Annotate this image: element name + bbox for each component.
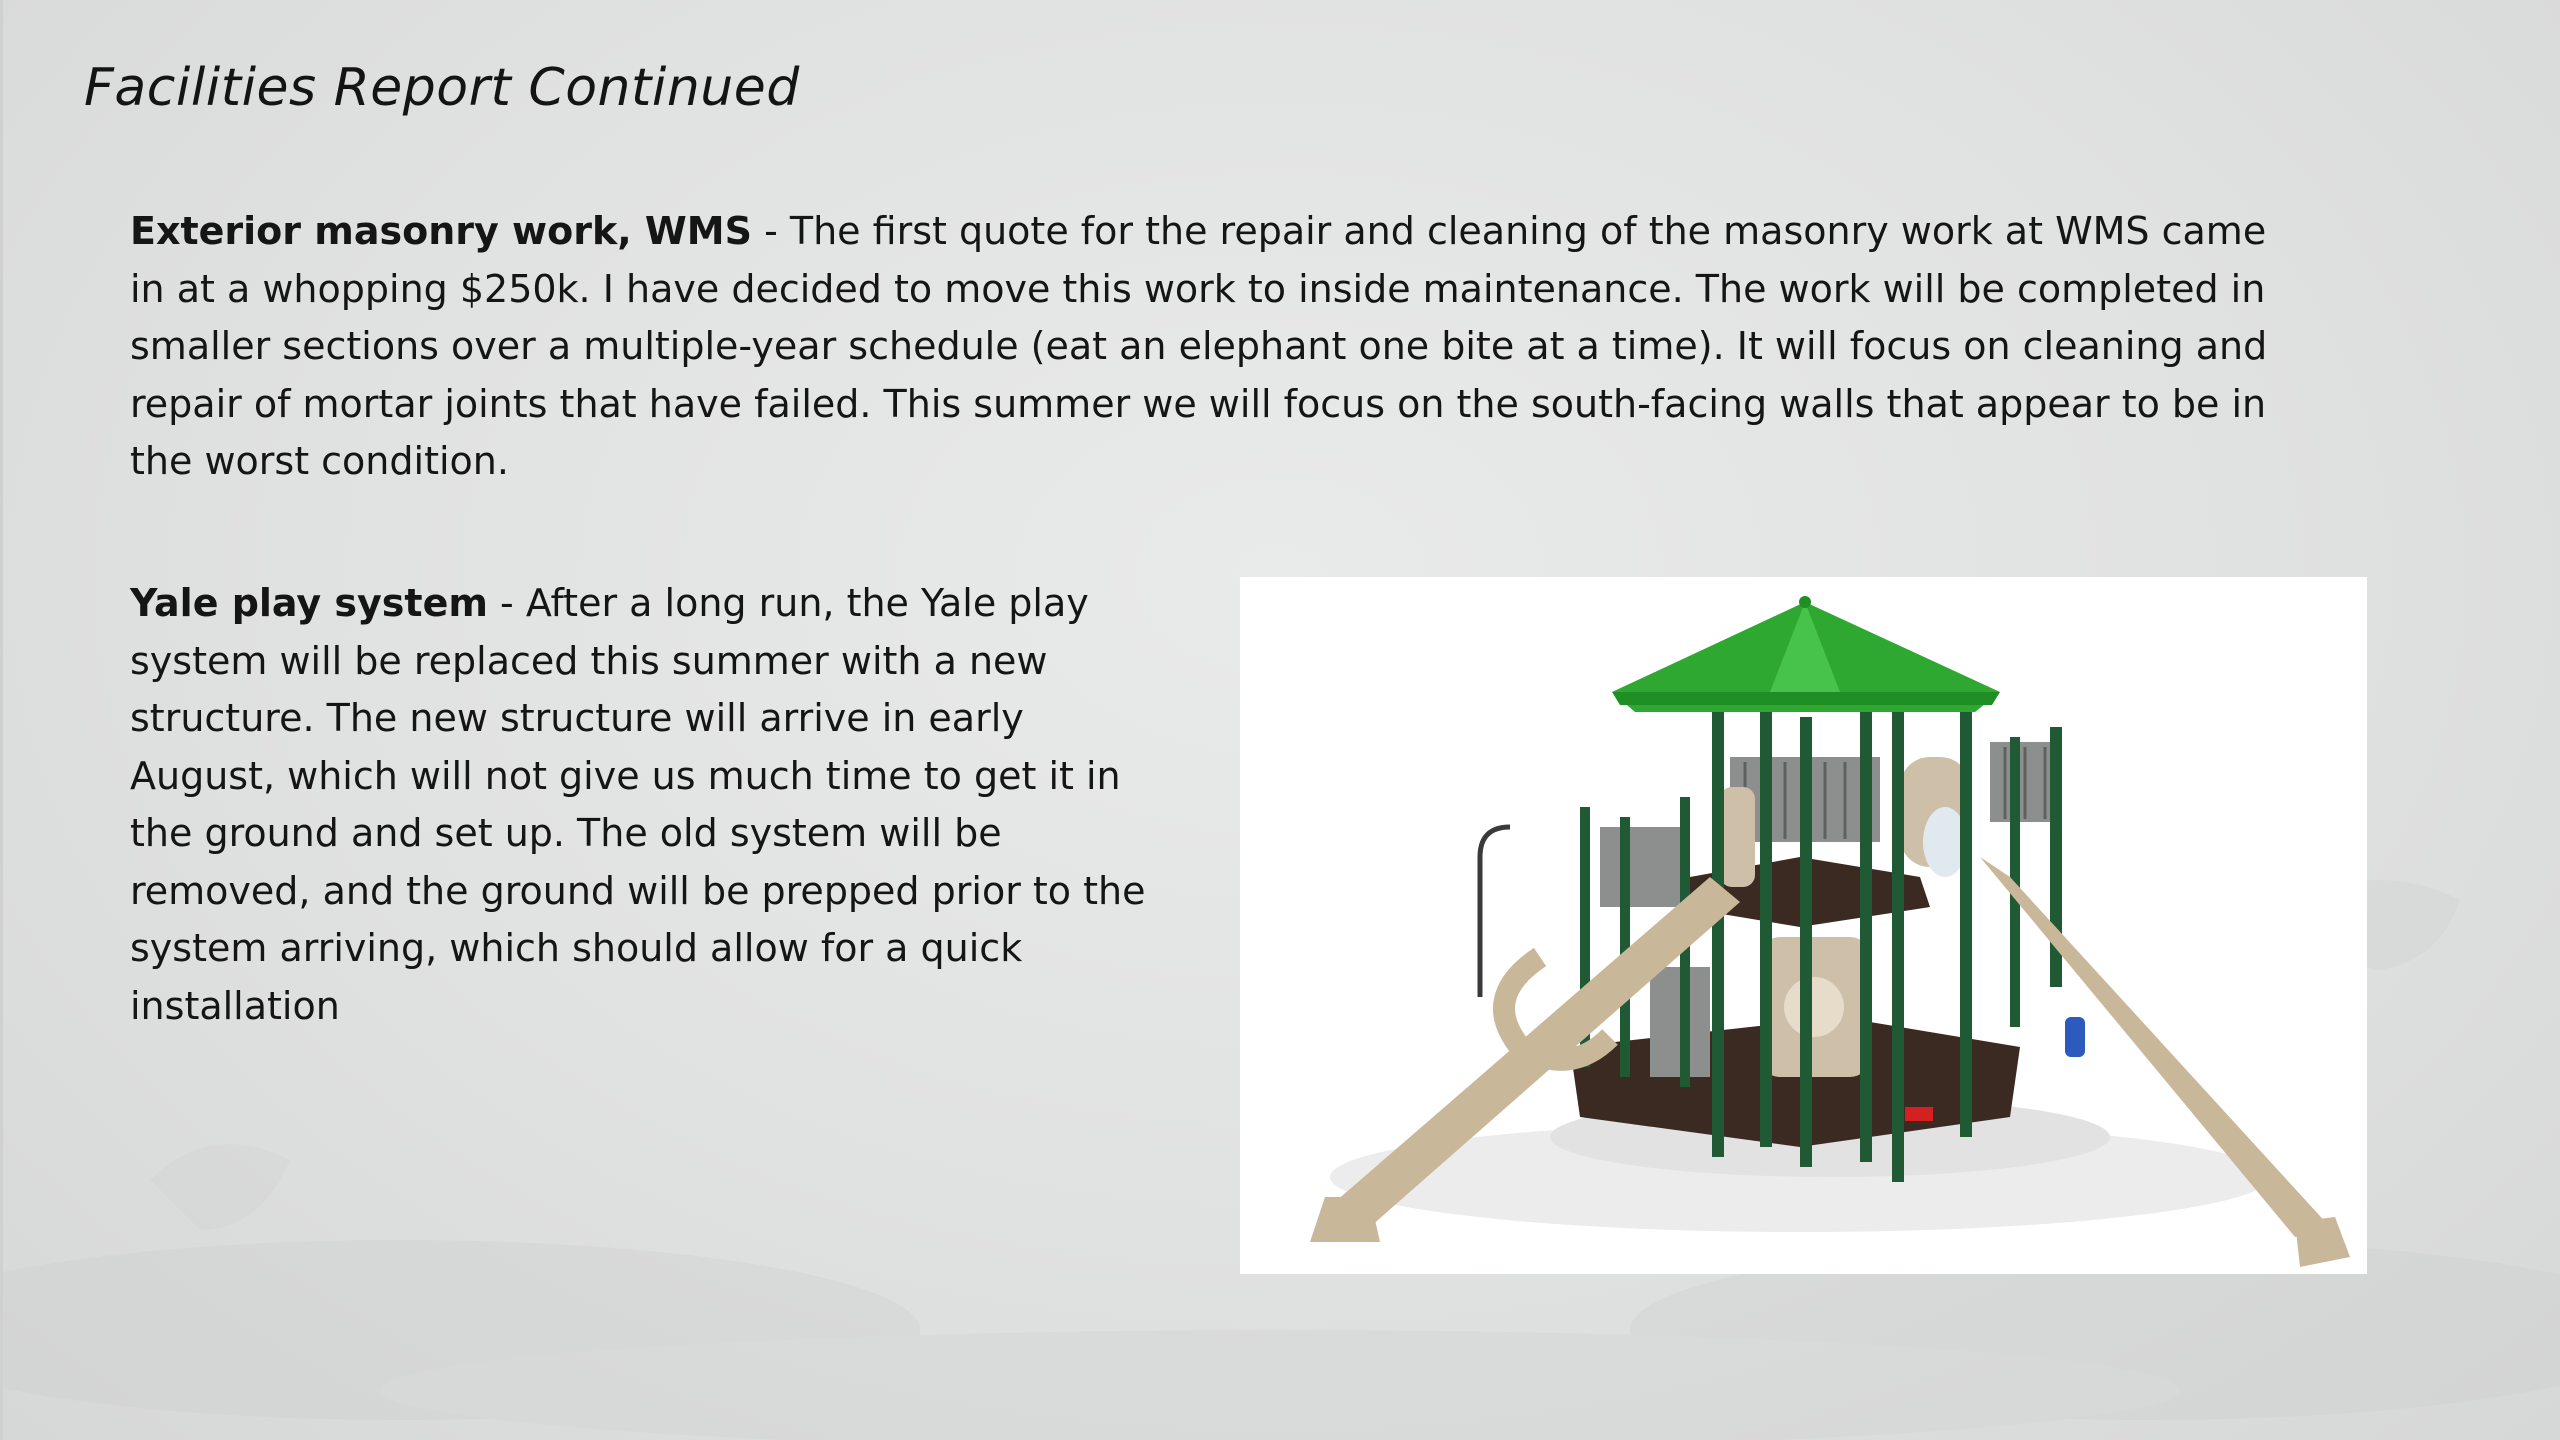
masonry-separator: - <box>752 209 790 253</box>
masonry-body: The first quote for the repair and cleaning of the masonry work at WMS came in at a whopping $250k. I have decided to move this work to inside maintenance. The work will be completed in smaller sections over a multiple-year schedule (eat an elephant one bite at a time). It will focus on cleaning and repair of mortar joints that have failed. This summer we will focus on the south-facing walls that appear to be in the worst condition. <box>130 209 2268 483</box>
playground-structure-image <box>1240 577 2367 1274</box>
yale-paragraph <box>130 575 1180 1035</box>
slide-title: Facilities Report Continued <box>84 58 800 118</box>
masonry-heading: Exterior masonry work, WMS <box>130 209 752 253</box>
yale-body: After a long run, the Yale play system will be replaced this summer with a new structure. The new structure will arrive in early August, which will not give us much time to get it in the ground and set up. The old system will be removed, and the ground will be prepped prior to the system arriving, which should allow for a quick installation <box>130 581 1146 1028</box>
slide-left-border <box>0 0 3 1440</box>
masonry-paragraph <box>130 203 2270 491</box>
yale-separator: - <box>487 581 526 625</box>
yale-heading: Yale play system <box>130 581 488 625</box>
